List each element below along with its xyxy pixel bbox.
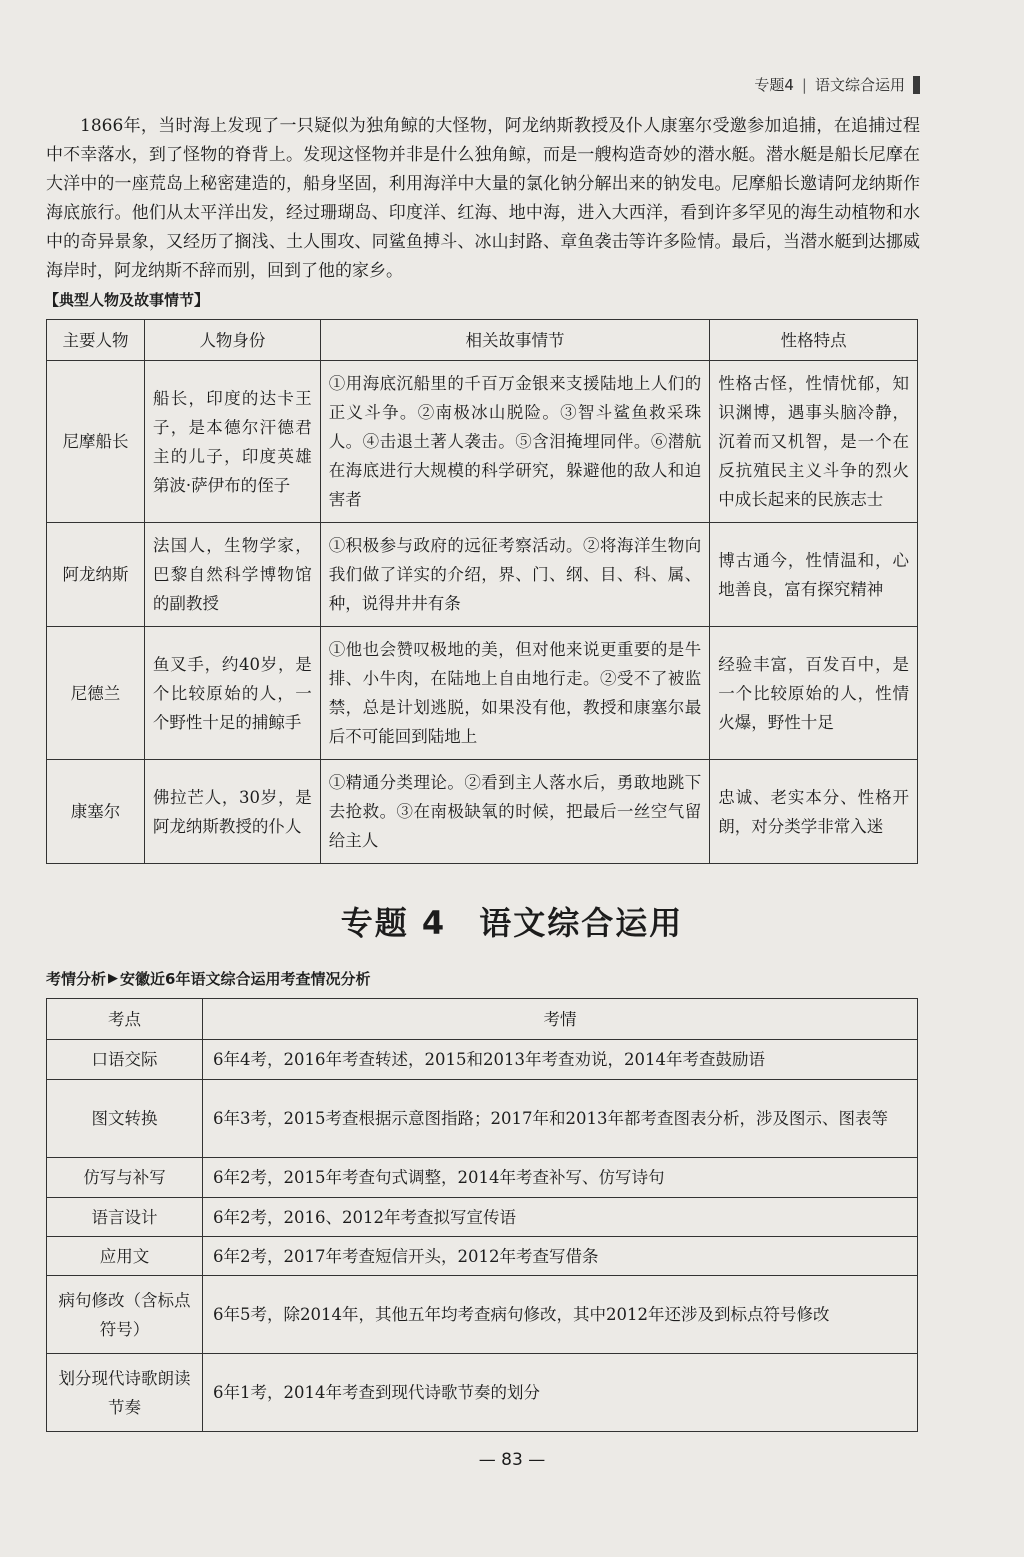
- table-row: [47, 1354, 918, 1432]
- col-header: 相关故事情节: [320, 320, 710, 361]
- character-identity: 船长，印度的达卡王子，是本德尔汗德君主的儿子，印度英雄第波·萨伊布的侄子: [144, 361, 320, 523]
- table-row: [47, 1158, 918, 1198]
- analysis-label: [46, 968, 370, 989]
- table-header-row: [47, 320, 918, 361]
- character-identity: 法国人，生物学家，巴黎自然科学博物馆的副教授: [144, 523, 320, 627]
- table-row: [47, 523, 918, 627]
- table-row: [47, 1080, 918, 1158]
- section-label: 【典型人物及故事情节】: [44, 291, 210, 309]
- exam-point: 口语交际: [47, 1040, 203, 1080]
- character-traits: 性格古怪，性情忧郁，知识渊博，遇事头脑冷静，沉着而又机智，是一个在反抗殖民主义斗争的烈火中成长起来的民族志士: [710, 361, 918, 523]
- page-number: — 83 —: [478, 1450, 546, 1470]
- topic-number: 专题 4: [340, 904, 447, 942]
- table-row: [47, 1237, 918, 1276]
- exam-detail: 6年1考，2014年考查到现代诗歌节奏的划分: [203, 1354, 918, 1432]
- triangle-arrow-icon: ▶: [108, 971, 119, 986]
- exam-detail: 6年2考，2017年考查短信开头，2012年考查写借条: [203, 1237, 918, 1276]
- character-plot: ①积极参与政府的远征考察活动。②将海洋生物向我们做了详实的介绍，界、门、纲、目、科、属、种，说得井井有条: [320, 523, 710, 627]
- characters-table: [46, 319, 918, 864]
- character-identity: 佛拉芒人，30岁，是阿龙纳斯教授的仆人: [144, 760, 320, 864]
- header-separator: |: [801, 75, 807, 94]
- col-header: 人物身份: [144, 320, 320, 361]
- analysis-label-right: 安徽近6年语文综合运用考查情况分析: [120, 970, 371, 988]
- intro-paragraph: 1866年，当时海上发现了一只疑似为独角鲸的大怪物，阿龙纳斯教授及仆人康塞尔受邀参加追捕，在追捕过程中不幸落水，到了怪物的脊背上。发现这怪物并非是什么独角鲸，而是一艘构造奇妙的潜水艇。潜水艇是船长尼摩在大洋中的一座荒岛上秘密建造的，船身坚固，利用海洋中大量的氯化钠分解出来的钠发电。尼摩船长邀请阿龙纳斯作海底旅行。他们从太平洋出发，经过珊瑚岛、印度洋、红海、地中海，进入大西洋，看到许多罕见的海生动植物和水中的奇异景象，又经历了搁浅、土人围攻、同鲨鱼搏斗、冰山封路、章鱼袭击等许多险情。最后，当潜水艇到达挪威海岸时，阿龙纳斯不辞而别，回到了他的家乡。: [46, 116, 920, 281]
- exam-point: 应用文: [47, 1237, 203, 1276]
- character-name: 尼摩船长: [47, 361, 145, 523]
- running-header: [754, 74, 920, 95]
- topic-title: [0, 898, 1024, 944]
- character-identity: 鱼叉手，约40岁，是个比较原始的人，一个野性十足的捕鲸手: [144, 627, 320, 760]
- topic-name: 语文综合运用: [479, 904, 684, 942]
- character-plot: ①精通分类理论。②看到主人落水后，勇敢地跳下去抢救。③在南极缺氧的时候，把最后一丝空气留给主人: [320, 760, 710, 864]
- col-header: 性格特点: [710, 320, 918, 361]
- exam-point: 语言设计: [47, 1198, 203, 1237]
- table-row: [47, 361, 918, 523]
- table-row: [47, 1198, 918, 1237]
- character-plot: ①他也会赞叹极地的美，但对他来说更重要的是牛排、小牛肉，在陆地上自由地行走。②受不了被监禁，总是计划逃脱，如果没有他，教授和康塞尔最后不可能回到陆地上: [320, 627, 710, 760]
- exam-detail: 6年2考，2016、2012年考查拟写宣传语: [203, 1198, 918, 1237]
- exam-detail: 6年5考，除2014年，其他五年均考查病句修改，其中2012年还涉及到标点符号修改: [203, 1276, 918, 1354]
- col-header: 考点: [47, 999, 203, 1040]
- analysis-label-left: 考情分析: [46, 970, 107, 988]
- col-header: 考情: [203, 999, 918, 1040]
- character-traits: 博古通今，性情温和，心地善良，富有探究精神: [710, 523, 918, 627]
- table-row: [47, 627, 918, 760]
- character-plot: ①用海底沉船里的千百万金银来支援陆地上人们的正义斗争。②南极冰山脱险。③智斗鲨鱼救采珠人。④击退土著人袭击。⑤含泪掩埋同伴。⑥潜航在海底进行大规模的科学研究，躲避他的敌人和迫害者: [320, 361, 710, 523]
- exam-analysis-table: [46, 998, 918, 1432]
- table-row: [47, 1276, 918, 1354]
- col-header: 主要人物: [47, 320, 145, 361]
- exam-point: 划分现代诗歌朗读节奏: [47, 1354, 203, 1432]
- exam-detail: 6年3考，2015考查根据示意图指路；2017年和2013年都考查图表分析，涉及图示、图表等: [203, 1080, 918, 1158]
- header-topic: 专题4: [754, 76, 794, 94]
- character-traits: 忠诚、老实本分、性格开朗，对分类学非常入迷: [710, 760, 918, 864]
- character-name: 康塞尔: [47, 760, 145, 864]
- exam-point: 图文转换: [47, 1080, 203, 1158]
- exam-detail: 6年4考，2016年考查转述，2015和2013年考查劝说，2014年考查鼓励语: [203, 1040, 918, 1080]
- character-traits: 经验丰富，百发百中，是一个比较原始的人，性情火爆，野性十足: [710, 627, 918, 760]
- exam-detail: 6年2考，2015年考查句式调整，2014年考查补写、仿写诗句: [203, 1158, 918, 1198]
- table-row: [47, 1040, 918, 1080]
- exam-point: 仿写与补写: [47, 1158, 203, 1198]
- header-bar-mark: [913, 76, 920, 94]
- table-header-row: [47, 999, 918, 1040]
- character-name: 阿龙纳斯: [47, 523, 145, 627]
- exam-point: 病句修改（含标点符号）: [47, 1276, 203, 1354]
- table-row: [47, 760, 918, 864]
- header-section: 语文综合运用: [814, 76, 905, 94]
- character-name: 尼德兰: [47, 627, 145, 760]
